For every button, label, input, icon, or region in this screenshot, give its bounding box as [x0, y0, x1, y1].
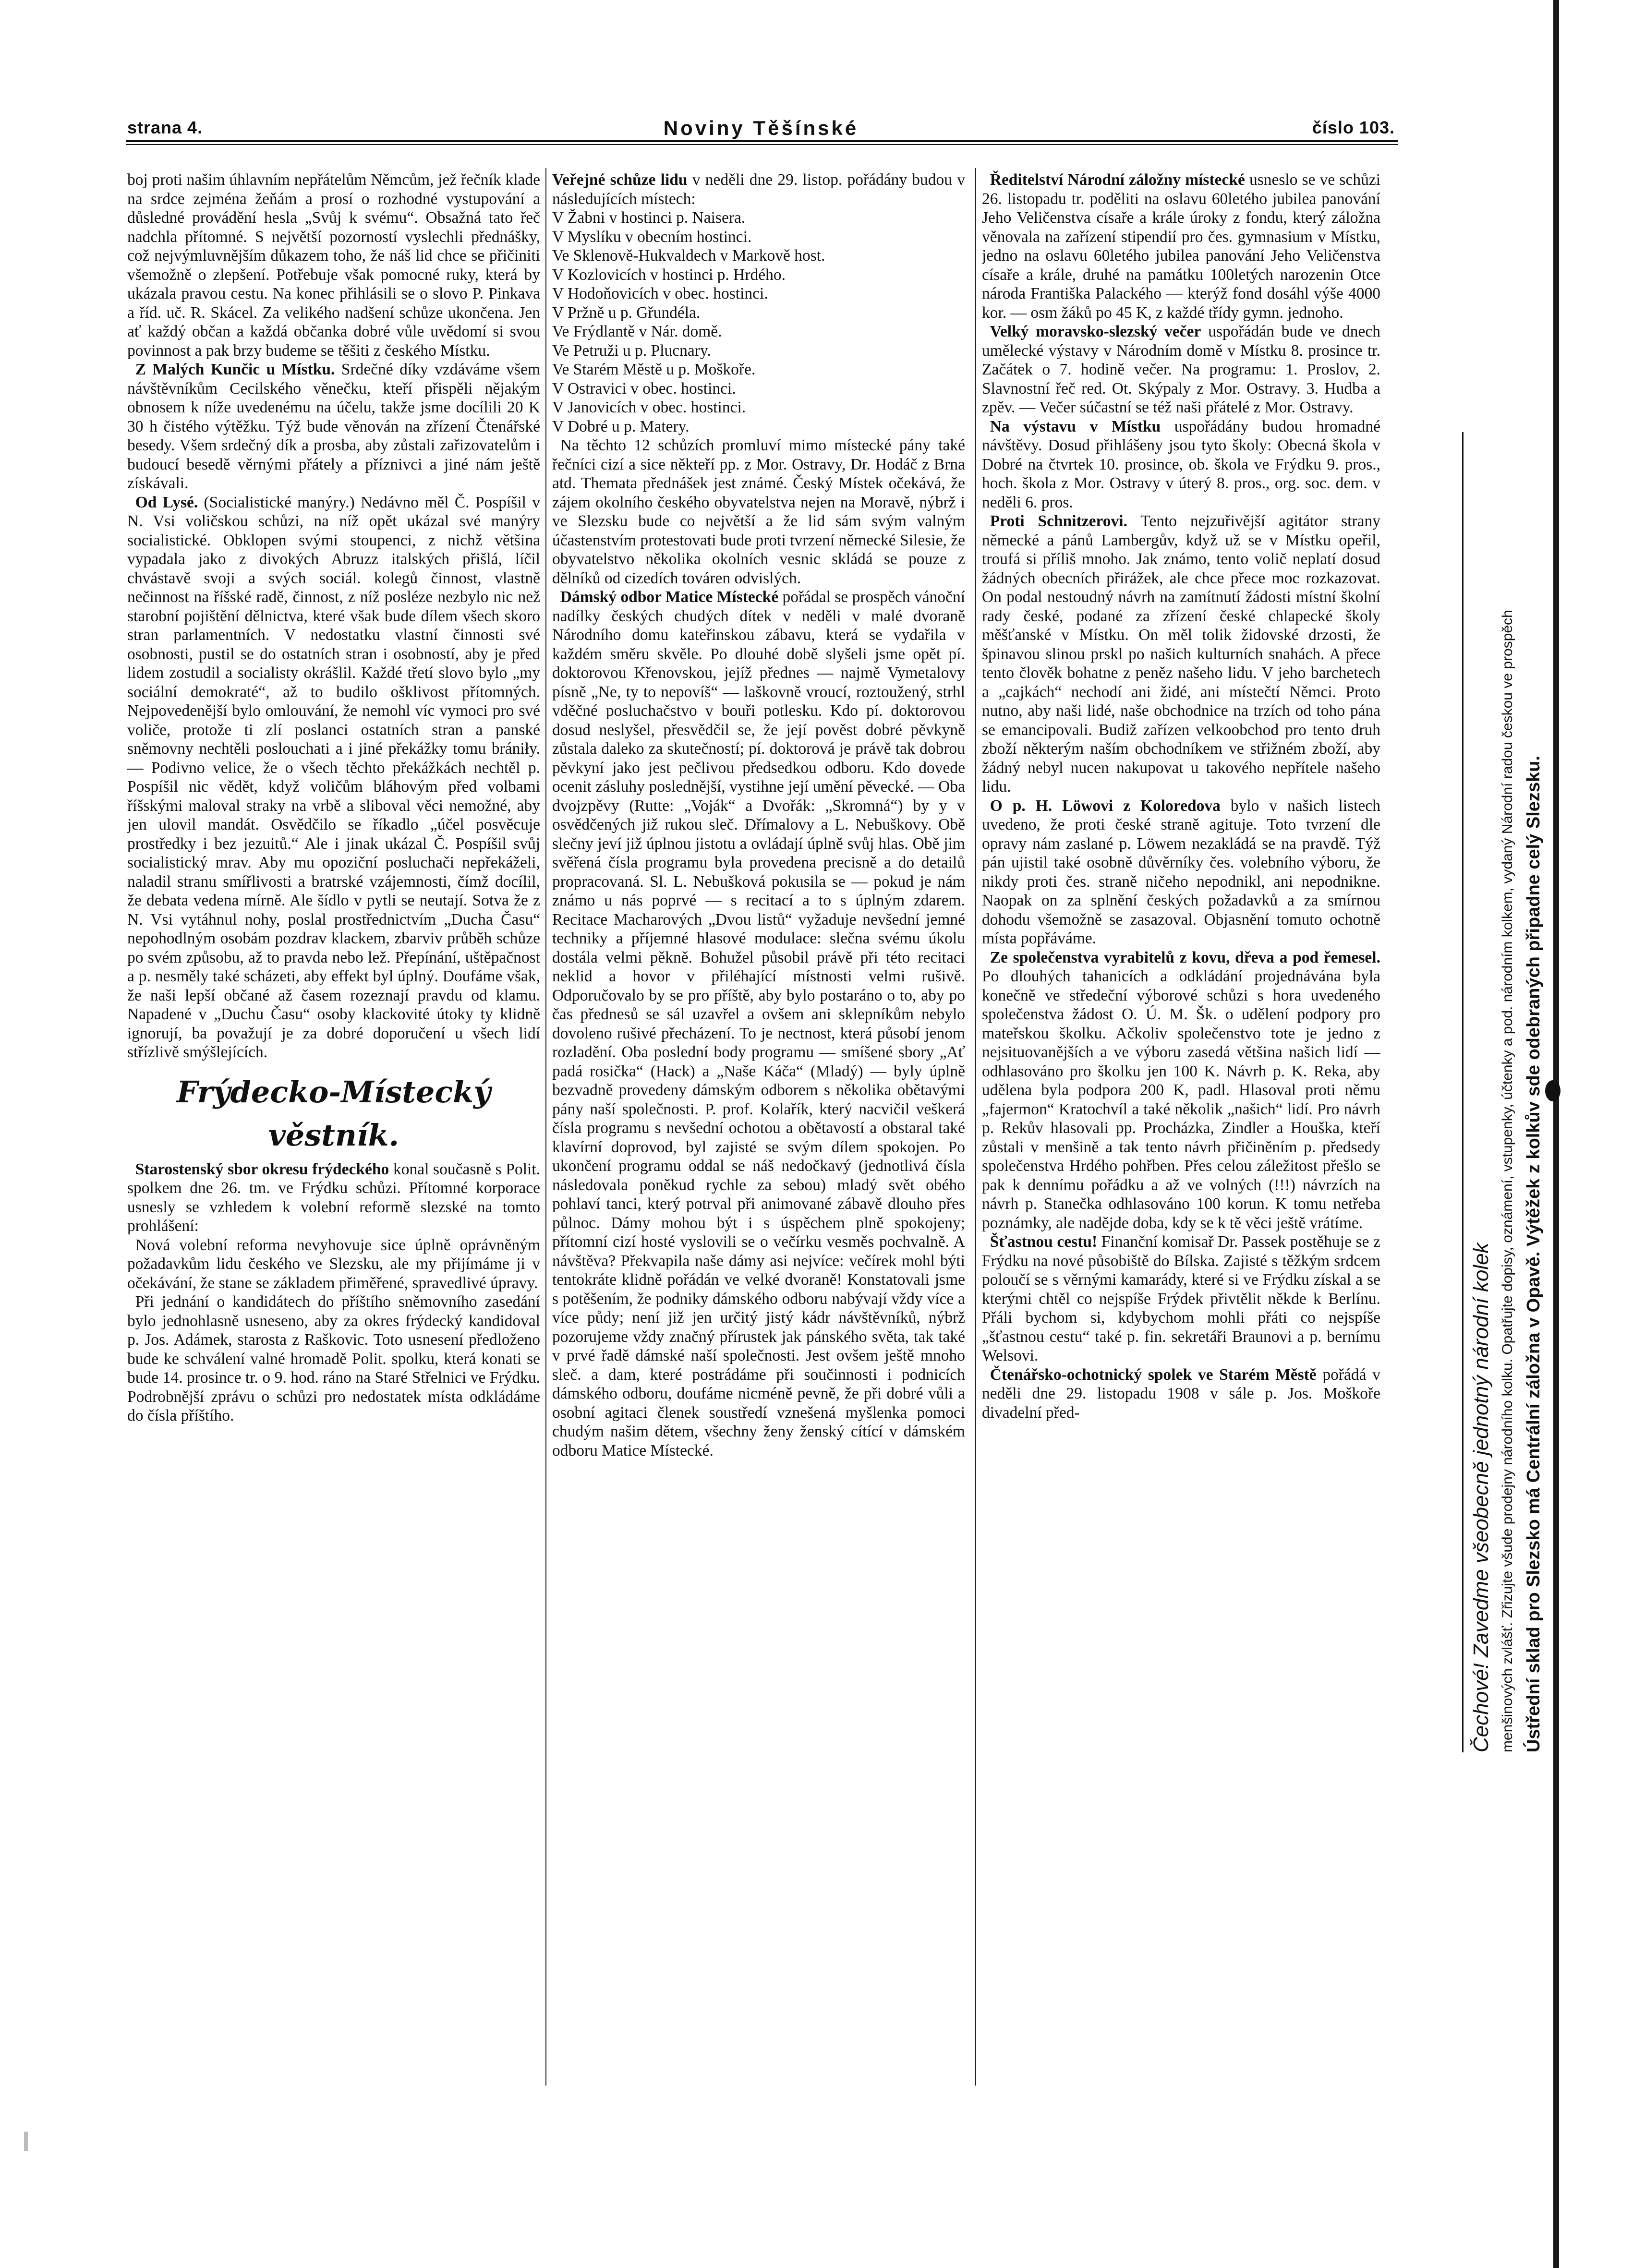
meeting-list-item: V Hodoňovicích v obec. hostinci. — [552, 285, 768, 302]
article-text: pořádá v neděli dne 29. listopadu 1908 v sále p. Jos. Moškoře divadelní před- — [982, 1365, 1380, 1422]
meeting-list-item: V Janovicích v obec. hostinci. — [552, 398, 746, 416]
article-heading: Ředitelství Národní záložny místecké — [990, 171, 1245, 189]
margin-mark — [24, 2132, 28, 2151]
meeting-list-item: V Pržně u p. Gřundéla. — [552, 303, 701, 322]
article-paragraph — [982, 1365, 1380, 1423]
article-text: Tento nejzuřivější agitátor strany německé a pánů Lambergův, když už se v Místku opeřil, troufá si příliš mnoho. Jak známo, tento volič neplatí dosud žádných obecních přirážek, ale chce přece moc rozkazovat. On podal nestoudný návrh na zamítnutí žádosti místní školní rady české, podané za zřízení české chlapecké školy měšťanské v Místku. On měl tolik židovské drzosti, že špinavou slinou prskl po našich kulturních snahách. A přece tento člověk bohatne z peněz našeho lidu. V jeho barchetech a „cajkách“ nechodí ani židé, ani místečtí Němci. Proto nutno, aby naši lidé, naše obchodnice na trzích od toho pána se emancipovali. Budiž zařízen velkoobchod pro tento druh zboží některým naším obchodníkem ve střižném zboží, aby žádný nebyl nucen nakupovat u takového nepřítele našeho lidu. — [982, 512, 1380, 796]
article-text: konal současně s Polit. spolkem dne 26. tm. ve Frýdku schůzi. Přítomné korporace usnesly se vzhledem k volební reformě slezské na tomto prohlášení: — [127, 1160, 540, 1235]
meeting-list-item: V Myslíku v obecním hostinci. — [552, 228, 752, 246]
article-paragraph — [127, 360, 540, 493]
issue-number: číslo 103. — [1312, 118, 1395, 137]
meeting-list-item: Ve Frýdlantě v Nár. domě. — [552, 323, 722, 340]
meeting-list-item: Ve Starém Městě u p. Moškoře. — [552, 361, 756, 378]
article-heading: Velký moravsko-slezský večer — [990, 323, 1201, 340]
column-rule-2 — [975, 168, 976, 2086]
meeting-list-item: Ve Sklenově-Hukvaldech v Markově host. — [552, 247, 825, 265]
article-heading: Ze společenstva vyrabitelů z kovu, dřeva a pod řemesel. — [990, 948, 1380, 966]
article-text: usneslo se ve schůzi 26. listopadu tr. poděliti na oslavu 60letého jubilea panování Jeho Veličenstva císaře a krále úroky z fondu, který záložna věnovala na zařízení stipendií pro čes. gymnasium v Místku, jedno na oslavu 60letého jubilea panování Jeho Veličenstva císaře a krále, druhé na památku 100letých narozenin Otce národa Františka Palackého — kterýž fond dosáhl výše 4000 kor. — osm žáků po 45 K, z každé třídy gymn. jednoho. — [982, 171, 1380, 322]
article-paragraph — [982, 417, 1380, 512]
page-number: strana 4. — [127, 118, 203, 137]
article-paragraph — [982, 948, 1380, 1233]
article-text: Srdečné díky vzdáváme všem návštěvníkům Cecilského věnečku, kteří přispěli nějakým obnosem k níže uvedenému na účelu, takže jsme docílili 20 K 30 h čistého výtěžku. Týž bude věnován na zřízení Čtenářské besedy. Všem srdečný dík a prosba, aby zůstali zařizovatelům i budoucí besedě věrnými přátely a příznivci a jiné nám ještě získávali. — [127, 361, 540, 492]
ad-border-left — [1462, 432, 1464, 1752]
section-title: Frýdecko-Místecký věstník. — [176, 1074, 491, 1153]
article-heading: Čtenářsko-ochotnický spolek ve Starém Městě — [990, 1365, 1317, 1384]
article-paragraph — [127, 1160, 540, 1236]
meeting-list-item: V Kozlovicích v hostinci p. Hrdého. — [552, 265, 786, 284]
article-text: uspořádán bude ve dnech umělecké výstavy v Národním domě v Místku 8. prosince tr. Začátek o 7. hodině večer. Na programu: 1. Proslov, 2. Slavnostní řeč red. Ot. Skýpaly z Mor. Ostravy. 3. Hudba a zpěv. — Večer súčastní se též naši přátelé z Mor. Ostravy. — [982, 323, 1380, 416]
meeting-list-item: V Ostravici v obec. hostinci. — [552, 379, 736, 398]
article-paragraph — [982, 170, 1380, 322]
article-paragraph — [552, 588, 965, 1460]
column-rule-1 — [545, 168, 546, 2086]
article-paragraph — [982, 322, 1380, 417]
article-text: Na těchto 12 schůzích promluví mimo místecké pány také řečníci cizí a sice někteří pp. z Mor. Ostravy, Dr. Hodáč z Brna atd. Themata přednášek jest známé. Český Místek očekává, že zájem okolního českého obyvatelstva nejen na Moravě, nýbrž i ve Slezsku bude co největší a že lid sám svým valným účastenstvím protestovati bude proti tvrzení německé Silesie, že obyvatelstvo několika okolních vesnic skládá se pouze z dělníků od cizedích továren odvislých. — [552, 436, 965, 587]
article-heading: Šťastnou cestu! — [990, 1233, 1098, 1251]
column-1 — [127, 170, 540, 2081]
article-paragraph — [127, 493, 540, 1062]
article-heading: Starostenský sbor okresu frýdeckého — [135, 1160, 389, 1178]
article-heading: Z Malých Kunčic u Místku. — [135, 361, 335, 378]
article-heading: Dámský odbor Matice Místecké — [560, 588, 779, 606]
article-text: v neděli dne 29. listop. pořádány budou v následujících místech: — [552, 171, 965, 208]
ad-footer: Ústřední sklad pro Slezsko má Centrální záložna v Opavě. Výtěžek z kolkův sde odebraných připadne celý Slezsku. — [1524, 756, 1544, 1752]
article-text: boj proti našim úhlavním nepřátelům Němcům, jež řečník klade na srdce zejména žeňám a prosí o rozhodné vystupování a důsledné provádění hesla „Svůj k svému“. Obsažná tato řeč nadchla přítomné. S největší pozorností vyslechli přednášky, což nejvýmluvnějším důkazem toho, že náš lid chce se přičiniti všemožně o zlepšení. Potřebuje však pomocné ruky, která by ukázala pravou cestu. Na konec přihlásili se o slovo P. Pinkava a říd. uč. R. Skácel. Za velikého nadšení schůze ukončena. Jen ať každý občan a každá občanka dobré vůle uvědomí si svou povinnost a pak brzy budeme se těšiti z českého Místku. — [127, 171, 540, 360]
vertical-ad — [1467, 432, 1577, 1752]
article-heading: Na výstavu v Místku — [990, 417, 1161, 435]
article-text: (Socialistické manýry.) Nedávno měl Č. Pospíšil v N. Vsi voličskou schůzi, na níž opět ukázal své manýry socialistické. Obklopen svými stoupenci, z nichž většina vypadala jako z divokých Abruzz italských přišlá, líčil chvástavě svoji a svých sociál. kolegů činnost, vlastně nečinnost na říšské radě, činnost, z níž posléze nezbylo nic než starobní pojištění dělnictva, které však bude dílem všech skoro stran parlamentních. V nedostatku vlastní činnosti své osobnosti, pustil se do ostatních stran i osobností, aby je před lidem zostudil a socialisty okrášlil. Každé třetí slovo bylo „my sociální demokraté“, až to budilo ošklivost přítomných. Nejpovedenější bylo omlouvání, že nemohl víc vymoci pro své voliče, protože ti zlí poslanci ostatních stran a panské sněmovny nechtěli poslouchati a i jiné překážky tomu brániły. — Podivno velice, že o všech těchto překážkách nechtěl p. Pospíšil nic vědět, když voličům bláhovým před volbami říšskými maloval straky na vrbě a sliboval věci nemožné, aby jen ulovil mandát. Osvědčilo se říkadlo „účel posvěcuje prostředky i bez jezuitů.“ Ale i jinak ukázal Č. Pospíšil svůj socialistický mrav. Aby mu opoziční posluchači nepřekáželi, naladil stranu smířlivosti a bratrské vzájemnosti, čímž docílil, že debata vedena mírně. Ale šídlo v pytli se neutají. Sotva že z N. Vsi vytáhnul nohy, poslal prostřednictvím „Ducha Času“ nepohodlným osobám pozdrav klackem, zbarviv průběh schůze po svém způsobu, až to pravda nebo lež. Přepínání, uštěpačnost a p. nesměly také scházeti, aby effekt byl úplný. Doufáme však, že naši lepší občané až časem rozeznají pravdu od klamu. Napadené v „Duchu Času“ osoby klackovité útoky ty klidně ignorují, ba považují je za dobré doporučení u všech lidí střízlivě smýšlejících. — [127, 493, 540, 1061]
bullet-dot-icon — [1545, 1080, 1560, 1101]
article-text: Při jednání o kandidátech do příštího sněmovního zasedání bylo jednohlasně usneseno, aby za okres frýdecký kandidoval p. Jos. Adámek, starosta z Raškovic. Toto usnesení předloženo bude ke schválení valné hromadě Polit. spolku, která konati se bude 14. prosince tr. o 9. hod. ráno na Staré Střelnici ve Frýdku. Podrobnější zprávu o schůzi pro nedostatek místa odkládáme do čísla příštího. — [127, 1293, 540, 1424]
newspaper-title: Noviny Těšínské — [663, 117, 859, 139]
ad-headline: Čechové! Zavedme všeobecně jednotný národní kolek — [1469, 1243, 1493, 1752]
article-paragraph — [552, 170, 965, 208]
article-paragraph — [982, 512, 1380, 796]
meeting-list-item: Ve Petruži u p. Plucnary. — [552, 341, 711, 360]
article-heading: Veřejné schůze lidu — [552, 171, 688, 189]
ad-body: menšinových zvlášť. Zřizujte všude prodejny národního kolku. Opatřujte dopisy, oznámení, vstupenky, účtenky a pod. národním kolkem, vydaný Národní radou českou ve prospěch — [1500, 610, 1515, 1752]
article-heading: Proti Schnitzerovi. — [990, 512, 1127, 530]
article-text: Po dlouhých tahanicích a odkládání projednávána byla konečně ve středeční výborové schůzi s hora uvedeného společenstva žádost O. Ú. M. Šk. o udělení podpory pro mateřskou školku. Ačkoliv společenstvo tote je jedno z nejsituovanějších a ve výboru zasedá většina našich lidí — odhlasováno pro školku jen 100 K. Návrh p. K. Reka, aby udělena byla podpora 200 K, padl. Hlasoval proti němu „fajermon“ Kratochvíl a také několik „našich“ lidí. Pro návrh p. Rekův hlasovali pp. Procházka, Zindler a Houška, kteří zůstali v menšině a tak tento návrh přičiněním p. předsedy společenstva Hrdého pohřben. Přes celou záležitost přešlo se pak k dennímu pořádku a až ve volných (!!!) návrzích na návrh p. Stanečka odhlasováno 100 korun. K tomu netřeba poznámky, ale nadějde doba, kdy se k tě věci ještě vrátíme. — [982, 967, 1380, 1232]
article-paragraph — [982, 1232, 1380, 1365]
article-paragraph — [982, 796, 1380, 948]
column-3 — [982, 170, 1380, 2081]
header-rule — [126, 140, 1398, 145]
article-text: bylo v našich listech uvedeno, že proti české straně agituje. Toto tvrzení dle opravy nám zaslané p. Löwem nezakládá se na pravdě. Týž pán ujistil také osobně důvěrníky čes. volebního výboru, že nikdy proti čes. straně ničeho nepodnikl, ani nepodnikne. Naopak on za splnění českých požadavků a za smírnou dohodu všemožně se zasazoval. Objasnění tomuto ochotně místa popřáváme. — [982, 796, 1380, 947]
article-heading: O p. H. Löwovi z Koloredova — [990, 796, 1221, 815]
vertical-ad-text — [1467, 432, 1577, 1752]
article-text: Finanční komisař Dr. Passek postěhuje se z Frýdku na nové působiště do Bílska. Zajisté s těžkým srdcem poloučí se s věrnými kamarády, které si ve Frýdku získal a se kterými chtěl co nejspíše Frýdek přivtělit někde k Berlínu. Přáli bychom si, kdybychom mohli přáti co nejspíše „šťastnou cestu“ také p. fin. sekretáři Braunovi a p. bernímu Welsovi. — [982, 1233, 1380, 1364]
page-header — [127, 113, 1395, 142]
article-heading: Od Lysé. — [135, 493, 198, 511]
article-text: uspořádány budou hromadné návštěvy. Dosud přihlášeny jsou tyto školy: Obecná škola v Dobré na čtvrtek 10. prosince, ob. škola ve Frýdku 9. pros., hoch. škola z Mor. Ostravy v úterý 8. pros., org. soc. dem. v neděli 6. pros. — [982, 417, 1380, 511]
article-text: pořádal se prospěch vánoční nadílky českých chudých dítek v neděli v malé dvoraně Národního domu kateřinskou zábavu, která se vydařila v každém směru skvěle. Po dlouhé době slyšeli jsme opět pí. doktorovou Křenovskou, jejíž přednes — najmě Vymetalovy písně „Ne, ty to nepovíš“ — laškovně vroucí, roztoužený, strhl vděčné posluchačstvo v bouři potlesku. Kdo pí. doktorovou dosud neslyšel, přesvědčil se, že její pověst dobré pěvkyně zůstala daleko za skutečností; pí. doktorová je právě tak dobrou pěvkyní jako jest pečlivou předsedkou odboru. Kdo dovede ocenit zásluhy poslednější, vystihne její umění pěvecké. — Oba dvojzpěvy (Rutte: „Voják“ a Dvořák: „Skromná“) by y v osvědčených již rukou sleč. Dřímalovy a L. Nebuškovy. Obě slečny jeví již úplnou jistotu a ovládají úplně svůj hlas. Obě jim svěřená čísla programu byla provedena precisně a do detailů propracovaná. Sl. L. Nebušková pokusila se — pokud je nám známo u nás poprvé — s recitací a to s úplným zdarem. Recitace Macharových „Dvou listů“ vyžaduje nevšední jemné techniky a příjemné hlasové modulace: slečna svému úkolu dostála velmi pěkně. Bohužel působil právě při této recitaci neklid a hovor v přiléhající místnosti velmi rušivě. Odporučovalo by se pro příště, aby bylo postaráno o to, aby po čas přednesů se sál uzavřel a ovšem ani sklepníkům nebylo dovoleno rušivé přecházení. To je nectnost, která působí jenom rozladění. Oba poslední body programu — smíšené sbory „Ať padá rosička“ (Hack) a „Naše Káča“ (Mladý) — byly úplně bezvadně provedeny dámským odborem s několika obětavými pány naší společnosti. P. prof. Kolařík, který nacvičil veškerá čísla programu s nevšední ochotou a obětavostí a obstaral také klavírní doprovod, byl zajisté se svým dílem spokojen. Po ukončení programu oddal se náš nedočkavý (jednotlivá čísla následovala poněkud rychle za sebou) mladý svět obého pohlaví tanci, který potrval při animované zábavě dlouho přes půlnoc. Dámy mohou být i s úspěchem plně spokojeny; přítomní cizí hosté vyslovili se o večírku vesměs pochvalně. A návštěva? Překvapila naše dámy asi nejvíce: večírek mohl býti tentokráte klidně pořádán ve velké dvoraně! Konstatovali jsme s potěšením, že podniky dámského odboru nabývají vždy více a více půdy; není již jen určitý jistý kádr návštěvníků, nýbrž pozorujeme vždy značný přírustek jak pánského světa, tak také v prvé řadě dámské naší společnosti. Jest ovšem ještě mnoho sleč. a dam, které postrádáme při součinnosti i podnicích dámského odboru, doufáme nicméně pevně, že při dobré vůli a osobní agitaci členek soustředí vznešená myšlenka pomoci chudým našim dětem, všechny ženy ženský cítící v dámském odboru Matice Místecké. — [552, 588, 965, 1460]
article-text: Nová volební reforma nevyhovuje sice úplně oprávněným požadavkům lidu českého ve Slezsku, ale my přijímáme ji v očekávání, že stane se základem přiměřené, spravedlivé úpravy. — [127, 1236, 540, 1292]
meeting-list-item: V Dobré u p. Matery. — [552, 417, 689, 435]
meeting-list-item: V Žabni v hostinci p. Naisera. — [552, 209, 746, 227]
column-2 — [552, 170, 965, 2081]
